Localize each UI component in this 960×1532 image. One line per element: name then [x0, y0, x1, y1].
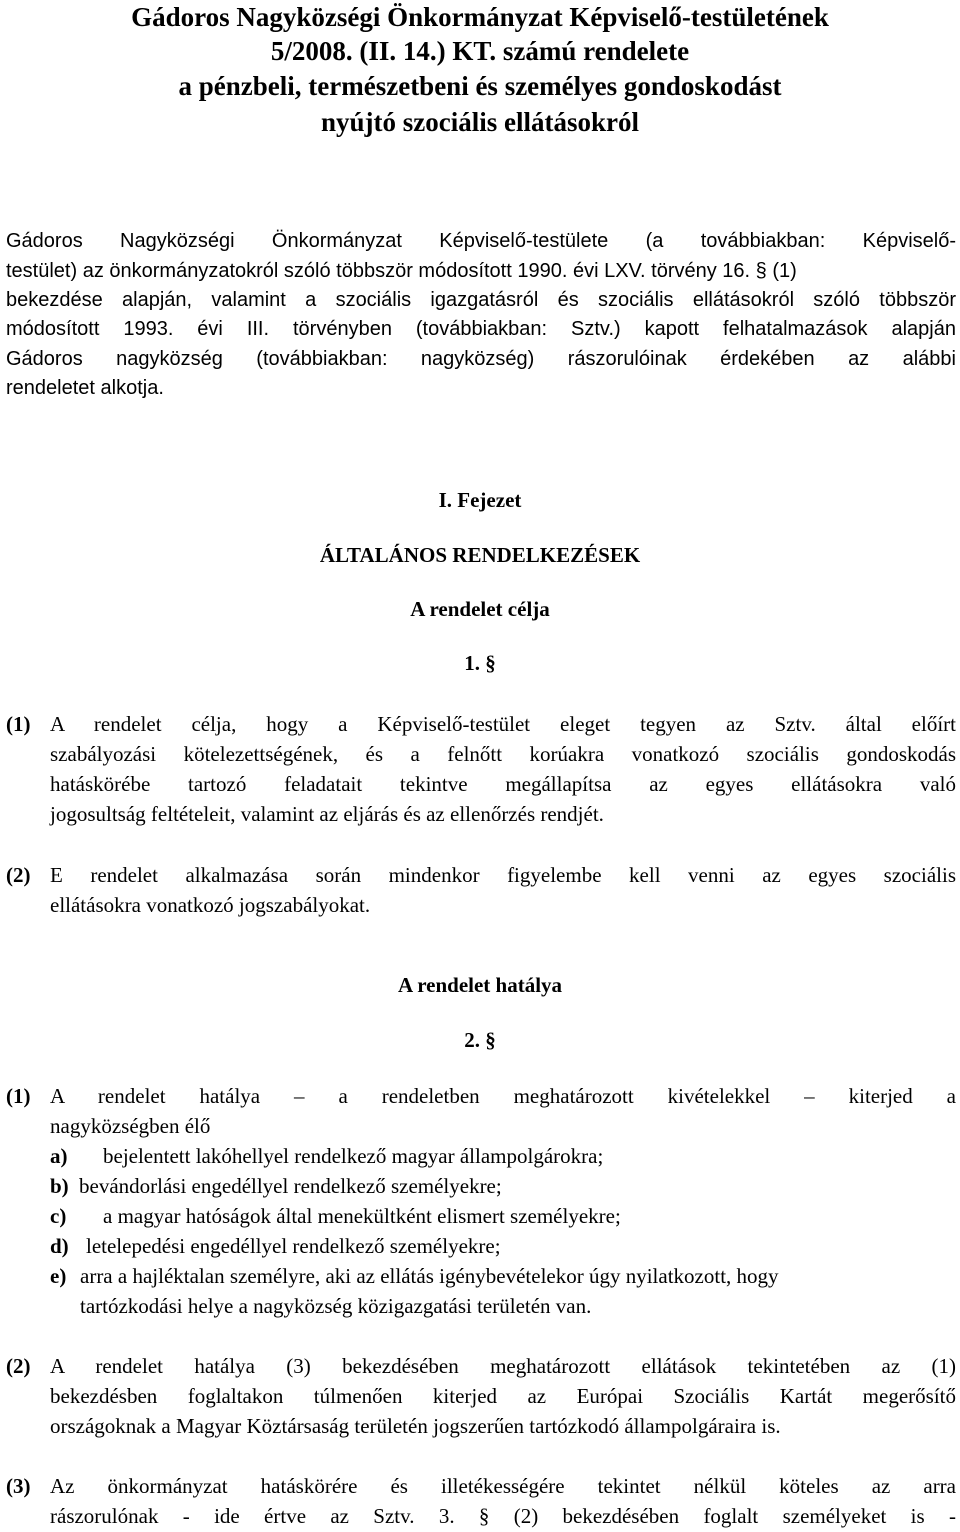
title-line: a pénzbeli, természetbeni és személyes gondoskodást [178, 71, 782, 101]
title-line: 5/2008. (II. 14.) KT. számú rendelete [270, 36, 690, 66]
paragraph-line: E rendelet alkalmazása során mindenkor figyelembe kell venni az egyes szociális [50, 863, 956, 887]
list-item-text: a magyar hatóságok által menekültként elismert személyekre; [103, 1204, 621, 1228]
paragraph-line: Az önkormányzat hatáskörére és illetékességére tekintet nélkül köteles az arra [50, 1474, 956, 1498]
paragraph-line: ellátásokra vonatkozó jogszabályokat. [50, 893, 371, 917]
paragraph-number: (2) [6, 1354, 31, 1378]
paragraph-line: A rendelet hatálya (3) bekezdésében meghatározott ellátások tekintetében az (1) [50, 1354, 956, 1378]
list-item-label: b) [50, 1174, 69, 1198]
list-item-label: e) [50, 1264, 67, 1288]
paragraph-line: nagyközségben élő [50, 1114, 211, 1138]
list-item-label: d) [50, 1234, 69, 1258]
paragraph-line: hatáskörébe tartozó feladatait tekintve megállapítsa az egyes ellátásokra való [50, 772, 956, 796]
list-item-label: a) [50, 1144, 68, 1168]
paragraph-line: jogosultság feltételeit, valamint az eljárás és az ellenőrzés rendjét. [50, 802, 604, 826]
preamble-line: testület) az önkormányzatokról szóló többször módosított 1990. évi LXV. törvény 16. § (1) [6, 260, 797, 282]
paragraph-line: rászorulónak - ide értve az Sztv. 3. § (2) bekezdésében foglalt személyeket is - [50, 1504, 956, 1528]
list-item-text: arra a hajléktalan személyre, aki az ellátás igénybevételekor úgy nyilatkozott, hogy [80, 1264, 779, 1288]
list-item-text: bejelentett lakóhellyel rendelkező magyar állampolgárokra; [103, 1144, 604, 1168]
preamble-line: módosított 1993. évi III. törvényben (továbbiakban: Sztv.) kapott felhatalmazások alapján [6, 318, 956, 340]
paragraph-number: (3) [6, 1474, 31, 1498]
section-number: 1. § [464, 651, 496, 675]
preamble-line: bekezdése alapján, valamint a szociális igazgatásról és szociális ellátásokról szóló többször [6, 289, 956, 311]
chapter-number: I. Fejezet [438, 488, 522, 512]
paragraph-number: (1) [6, 712, 31, 736]
title-line: nyújtó szociális ellátásokról [321, 107, 639, 137]
chapter-title: ÁLTALÁNOS RENDELKEZÉSEK [319, 543, 641, 567]
list-item-label: c) [50, 1204, 67, 1228]
preamble-line: rendeletet alkotja. [6, 377, 164, 399]
section-heading: A rendelet hatálya [397, 973, 563, 997]
section-number: 2. § [464, 1028, 496, 1052]
list-item-text: letelepedési engedéllyel rendelkező személyekre; [86, 1234, 501, 1258]
preamble-line: Gádoros Nagyközségi Önkormányzat Képviselő-testülete (a továbbiakban: Képviselő- [6, 230, 956, 252]
list-item-text-continued: tartózkodási helye a nagyközség közigazgatási területén van. [80, 1294, 592, 1318]
paragraph-line: A rendelet hatálya – a rendeletben meghatározott kivételekkel – kiterjed a [50, 1084, 956, 1108]
paragraph-number: (1) [6, 1084, 31, 1108]
preamble-line: Gádoros nagyközség (továbbiakban: nagyközség) rászorulóinak érdekében az alábbi [6, 348, 956, 370]
paragraph-line: bekezdésben foglaltakon túlmenően kiterjed az Európai Szociális Kartát megerősítő [50, 1384, 956, 1408]
title-line: Gádoros Nagyközségi Önkormányzat Képviselő-testületének [131, 2, 829, 32]
section-heading: A rendelet célja [410, 597, 550, 621]
list-item-text: bevándorlási engedéllyel rendelkező személyekre; [79, 1174, 502, 1198]
paragraph-number: (2) [6, 863, 31, 887]
paragraph-line: szabályozási kötelezettségének, és a felnőtt korúakra vonatkozó szociális gondoskodás [50, 742, 956, 766]
paragraph-line: A rendelet célja, hogy a Képviselő-testület eleget tegyen az Sztv. által előírt [50, 712, 956, 736]
paragraph-line: országoknak a Magyar Köztársaság területén jogszerűen tartózkodó állampolgáraira is. [50, 1414, 781, 1438]
